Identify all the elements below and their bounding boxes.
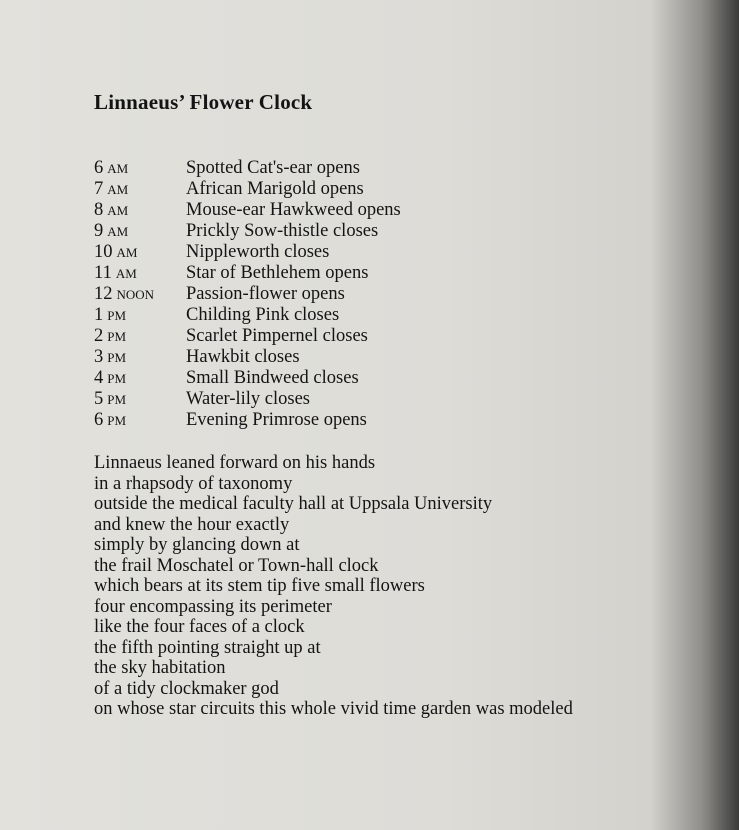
clock-event: Small Bindweed closes bbox=[186, 368, 359, 388]
clock-row bbox=[94, 347, 401, 368]
clock-time: 2 pm bbox=[94, 326, 127, 346]
clock-row bbox=[94, 179, 401, 200]
clock-time: 9 am bbox=[94, 221, 129, 241]
clock-event: Childing Pink closes bbox=[186, 305, 340, 325]
poem-line: the fifth pointing straight up at bbox=[94, 637, 321, 658]
clock-time: 11 am bbox=[94, 263, 137, 283]
clock-event: Water-lily closes bbox=[186, 389, 310, 409]
clock-event: Evening Primrose opens bbox=[186, 410, 367, 430]
clock-event: Star of Bethlehem opens bbox=[186, 263, 369, 283]
clock-row bbox=[94, 368, 401, 389]
poem-line: on whose star circuits this whole vivid time garden was modeled bbox=[94, 699, 573, 719]
clock-row bbox=[94, 200, 401, 221]
clock-row bbox=[94, 284, 401, 305]
clock-row bbox=[94, 263, 401, 284]
poem-line: of a tidy clockmaker god bbox=[94, 678, 279, 699]
poem-line: which bears at its stem tip five small flowers bbox=[94, 576, 425, 596]
poem-body bbox=[94, 453, 573, 720]
poem-line: simply by glancing down at bbox=[94, 535, 300, 555]
clock-time: 3 pm bbox=[94, 347, 127, 367]
poem-line: outside the medical faculty hall at Uppsala University bbox=[94, 494, 493, 514]
poem-line: Linnaeus leaned forward on his hands bbox=[94, 453, 376, 473]
bleed-through-decoration bbox=[480, 86, 710, 149]
poem-line: and knew the hour exactly bbox=[94, 514, 290, 535]
poem-line: in a rhapsody of taxonomy bbox=[94, 473, 293, 494]
clock-time: 7 am bbox=[94, 179, 129, 199]
clock-row bbox=[94, 158, 401, 179]
clock-time: 5 pm bbox=[94, 389, 127, 409]
clock-row bbox=[94, 389, 401, 410]
flower-clock-table bbox=[94, 158, 401, 431]
clock-event: Mouse-ear Hawkweed opens bbox=[186, 200, 401, 220]
clock-row bbox=[94, 305, 401, 326]
poem-line: the sky habitation bbox=[94, 658, 226, 678]
clock-event: Hawkbit closes bbox=[186, 347, 300, 367]
poem-title: Linnaeus’ Flower Clock bbox=[94, 90, 313, 114]
clock-row bbox=[94, 326, 401, 347]
clock-time: 1 pm bbox=[94, 305, 127, 325]
clock-event: Scarlet Pimpernel closes bbox=[186, 326, 368, 346]
clock-event: Prickly Sow-thistle closes bbox=[186, 221, 379, 241]
clock-row bbox=[94, 242, 401, 263]
clock-time: 4 pm bbox=[94, 368, 127, 388]
clock-time: 8 am bbox=[94, 200, 129, 220]
clock-time: 12 noon bbox=[94, 284, 155, 304]
clock-time: 6 pm bbox=[94, 410, 127, 430]
poem-line: four encompassing its perimeter bbox=[94, 596, 332, 617]
clock-row bbox=[94, 221, 401, 242]
clock-event: Spotted Cat's-ear opens bbox=[186, 158, 360, 178]
clock-event: African Marigold opens bbox=[186, 179, 364, 199]
clock-event: Passion-flower opens bbox=[186, 284, 345, 304]
clock-time: 10 am bbox=[94, 242, 138, 262]
poem-line: the frail Moschatel or Town-hall clock bbox=[94, 555, 379, 576]
clock-time: 6 am bbox=[94, 158, 129, 178]
poem-line: like the four faces of a clock bbox=[94, 617, 305, 637]
clock-row bbox=[94, 410, 401, 431]
clock-event: Nippleworth closes bbox=[186, 242, 330, 262]
